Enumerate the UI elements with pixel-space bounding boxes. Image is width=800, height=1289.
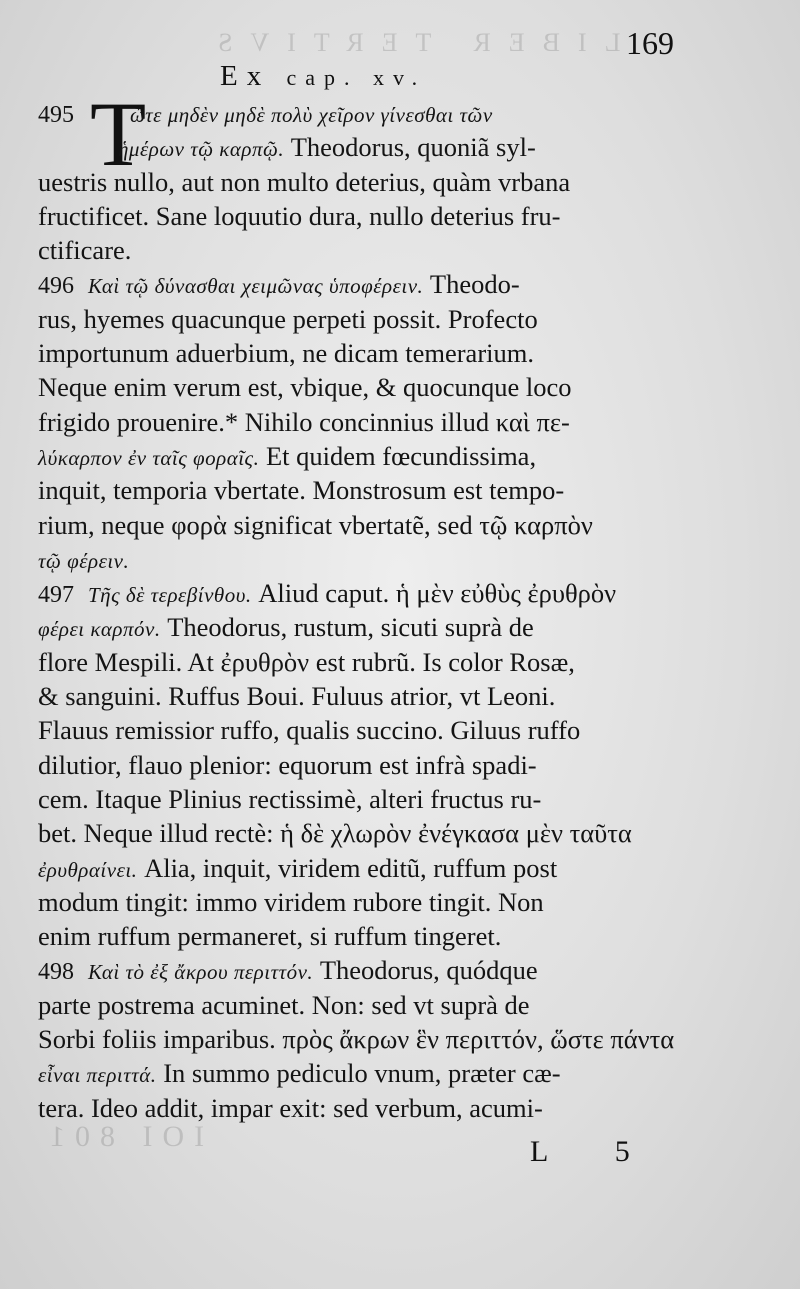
text-line — [38, 1091, 678, 1125]
text-line — [38, 919, 678, 953]
latin-text: Et quidem fœcundissima, — [259, 440, 537, 471]
latin-text: tera. Ideo addit, impar exit: sed verbum, acumi- — [38, 1092, 543, 1123]
page-number: 169 — [626, 25, 674, 61]
latin-text: flore Mespili. At ἐρυθρὸν est rubrũ. Is color Rosæ, — [38, 646, 575, 677]
entry-number: 498 — [38, 959, 74, 986]
text-line — [38, 713, 678, 747]
text-line — [38, 748, 678, 782]
greek-text: τῷ φέρειν. — [38, 548, 130, 573]
text-line — [38, 1056, 678, 1090]
show-through-footer: IOI 801 — [40, 1120, 205, 1153]
drop-cap: T — [90, 83, 147, 185]
text-line — [38, 508, 678, 542]
greek-text: Καὶ τῷ δύνασθαι χειμῶνας ὑποφέρειν. — [88, 274, 424, 299]
latin-text: Theodo- — [423, 269, 520, 300]
text-line — [38, 233, 678, 267]
latin-text: importunum aduerbium, ne dicam temerarium. — [38, 338, 534, 369]
greek-text: ἐρυθραίνει. — [38, 857, 138, 882]
text-line — [38, 851, 678, 885]
text-line — [38, 953, 678, 987]
latin-text: frigido prouenire.* Nihilo concinnius illud καὶ πε- — [38, 406, 570, 437]
latin-text: In summo pediculo vnum, præter cæ- — [156, 1058, 561, 1089]
greek-text: ώτε μηδὲν μηδὲ πολὺ χεῖρον γίνεσθαι τῶν — [130, 103, 493, 127]
text-line — [38, 96, 678, 130]
latin-text: Theodorus, quódque — [313, 955, 538, 986]
body-text — [38, 96, 678, 1125]
show-through-header: LIBER TERTIVS — [200, 28, 621, 57]
latin-text: cem. Itaque Plinius rectissimè, alteri fructus ru- — [38, 783, 542, 814]
text-line — [38, 782, 678, 816]
entry-number: 495 — [38, 102, 74, 128]
greek-text: φέρει καρπόν. — [38, 617, 161, 642]
entry-number: 496 — [38, 273, 74, 300]
latin-text: Sorbi foliis imparibus. πρὸς ἄκρων ἓν περιττόν, ὥστε πάντα — [38, 1024, 675, 1055]
signature-mark: L 5 — [530, 1135, 660, 1168]
greek-text: λύκαρπον ἐν ταῖς φοραῖς. — [38, 445, 260, 470]
text-line — [38, 439, 678, 473]
text-line — [38, 473, 678, 507]
text-line — [38, 542, 678, 576]
latin-text: Theodorus, quoniã syl- — [284, 132, 536, 163]
text-line — [38, 370, 678, 404]
latin-text: uestris nullo, aut non multo deterius, quàm vrbana — [38, 166, 571, 197]
latin-text: parte postrema acuminet. Non: sed vt suprà de — [38, 989, 530, 1020]
latin-text: bet. Neque illud rectè: ἡ δὲ χλωρὸν ἐνέγκασα μὲν ταῦτα — [38, 818, 632, 849]
text-line — [38, 302, 678, 336]
text-line — [38, 130, 678, 164]
entry-number: 497 — [38, 582, 74, 609]
text-line — [38, 988, 678, 1022]
latin-text: Aliud caput. ἡ μὲν εὐθὺς ἐρυθρὸν — [251, 578, 617, 609]
text-line — [38, 576, 678, 610]
heading-chapter: cap. xv. — [286, 65, 427, 90]
latin-text: Flauus remissior ruffo, qualis succino. Giluus ruffo — [38, 715, 581, 746]
chapter-heading — [220, 60, 520, 93]
text-line — [38, 336, 678, 370]
heading-prefix: Ex — [220, 60, 271, 92]
latin-text: & sanguini. Ruffus Boui. Fuluus atrior, vt Leoni. — [38, 681, 556, 712]
latin-text: rium, neque φορὰ significat vbertatẽ, sed τῷ καρπὸν — [38, 509, 593, 540]
latin-text: modum tingit: immo viridem rubore tingit. Non — [38, 886, 544, 917]
text-line — [38, 816, 678, 850]
latin-text: fructificet. Sane loquutio dura, nullo deterius fru- — [38, 200, 561, 231]
latin-text: Alia, inquit, viridem editũ, ruffum post — [137, 852, 558, 883]
text-line — [38, 267, 678, 301]
text-line — [38, 405, 678, 439]
text-line — [38, 199, 678, 233]
text-line — [38, 885, 678, 919]
latin-text: enim ruffum permaneret, si ruffum tingeret. — [38, 921, 502, 952]
text-line — [38, 679, 678, 713]
latin-text: Neque enim verum est, vbique, & quocunque loco — [38, 372, 572, 403]
latin-text: rus, hyemes quacunque perpeti possit. Profecto — [38, 303, 538, 334]
greek-text: Τῆς δὲ τερεβίνθου. — [88, 583, 252, 608]
text-line — [38, 610, 678, 644]
greek-text: εἶναι περιττά. — [38, 1063, 157, 1088]
greek-text: Καὶ τὸ ἐξ ἄκρου περιττόν. — [88, 960, 314, 985]
greek-text: ἡμέρων τῷ καρπῷ. — [118, 137, 285, 162]
latin-text: inquit, temporia vbertate. Monstrosum est tempo- — [38, 475, 565, 506]
latin-text: Theodorus, rustum, sicuti suprà de — [160, 612, 534, 643]
text-line — [38, 645, 678, 679]
text-line — [38, 1022, 678, 1056]
text-line — [38, 165, 678, 199]
latin-text: ctificare. — [38, 235, 132, 266]
latin-text: dilutior, flauo plenior: equorum est infrà spadi- — [38, 749, 537, 780]
